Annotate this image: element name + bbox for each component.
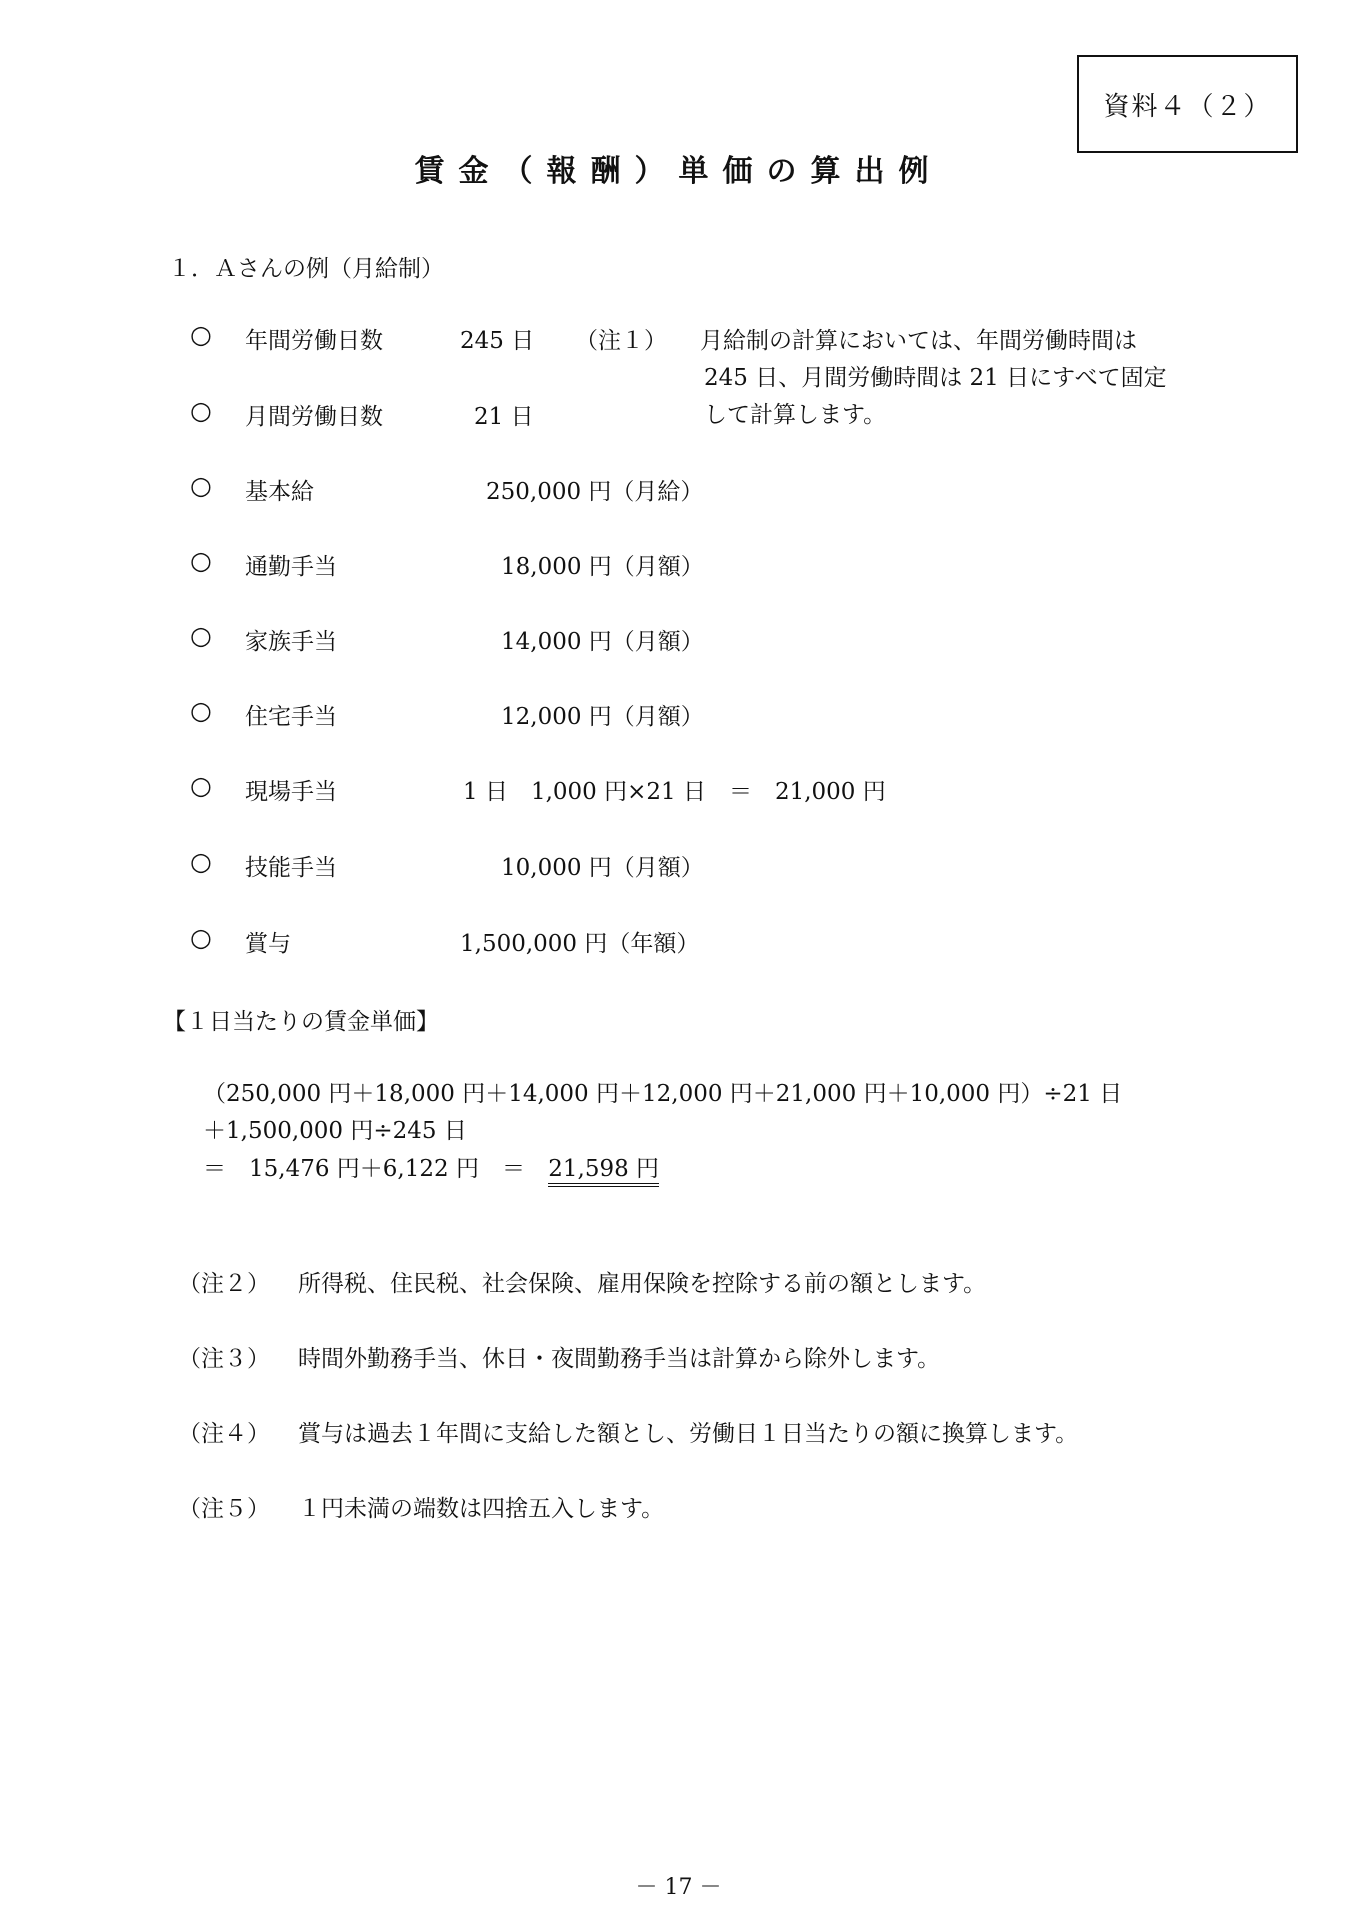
calc-line-1: （250,000 円＋18,000 円＋14,000 円＋12,000 円＋21,000 円＋10,000 円）÷21 日 (203, 1081, 1123, 1107)
item-value-skill: 10,000 円（月額） (501, 855, 704, 881)
item-label-site: 現場手当 (245, 779, 337, 805)
note-text-4: 賞与は過去１年間に支給した額とし、労働日１日当たりの額に換算します。 (298, 1421, 1079, 1447)
item-label-housing: 住宅手当 (245, 704, 337, 730)
note-label-4: （注４） (178, 1421, 270, 1447)
note-ref-1: （注１） (575, 328, 667, 354)
bullet-circle: ○ (190, 847, 212, 876)
bullet-circle: ○ (190, 471, 212, 500)
bullet-circle: ○ (190, 621, 212, 650)
item-label-monthly-days: 月間労働日数 (245, 404, 383, 430)
bullet-circle: ○ (190, 320, 212, 349)
item-value-site: 1 日 1,000 円×21 日 ＝ 21,000 円 (463, 779, 886, 805)
item-value-annual-days: 245 日 (460, 328, 535, 354)
bullet-circle: ○ (190, 923, 212, 952)
item-label-annual-days: 年間労働日数 (245, 328, 383, 354)
item-value-monthly-days: 21 日 (474, 404, 534, 430)
calc-heading: 【１日当たりの賃金単価】 (163, 1009, 439, 1035)
note-label-5: （注５） (178, 1496, 270, 1522)
item-label-bonus: 賞与 (245, 931, 291, 957)
note1-line-2: 245 日、月間労働時間は 21 日にすべて固定 (704, 365, 1167, 391)
item-value-commute: 18,000 円（月額） (501, 554, 704, 580)
bullet-circle: ○ (190, 396, 212, 425)
note-text-3: 時間外勤務手当、休日・夜間勤務手当は計算から除外します。 (298, 1346, 941, 1372)
calc-line-3-prefix: ＝ 15,476 円＋6,122 円 ＝ (203, 1156, 525, 1182)
note-text-2: 所得税、住民税、社会保険、雇用保険を控除する前の額とします。 (298, 1271, 987, 1297)
calc-result: 21,598 円 (548, 1156, 659, 1187)
item-value-base-salary: 250,000 円（月給） (486, 479, 704, 505)
calc-line-3 (203, 1150, 659, 1183)
item-label-base-salary: 基本給 (245, 479, 314, 505)
item-value-family: 14,000 円（月額） (501, 629, 704, 655)
note-text-5: １円未満の端数は四捨五入します。 (298, 1496, 665, 1522)
calc-line-2: ＋1,500,000 円÷245 日 (203, 1118, 467, 1144)
note-label-3: （注３） (178, 1346, 270, 1372)
note-label-2: （注２） (178, 1271, 270, 1297)
item-label-commute: 通勤手当 (245, 554, 337, 580)
page-number: － 17 － (635, 1875, 722, 1900)
item-value-bonus: 1,500,000 円（年額） (460, 931, 700, 957)
document-tag: 資料４（２） (1077, 55, 1298, 153)
note1-line-3: して計算します。 (704, 402, 887, 428)
bullet-circle: ○ (190, 696, 212, 725)
section-heading: １．Ａさんの例（月給制） (168, 256, 444, 282)
bullet-circle: ○ (190, 771, 212, 800)
item-value-housing: 12,000 円（月額） (501, 704, 704, 730)
item-label-family: 家族手当 (245, 629, 337, 655)
note1-line-1: 月給制の計算においては、年間労働時間は (700, 328, 1137, 354)
page-title: 賃金（報酬）単価の算出例 (414, 154, 943, 189)
item-label-skill: 技能手当 (245, 855, 337, 881)
bullet-circle: ○ (190, 546, 212, 575)
